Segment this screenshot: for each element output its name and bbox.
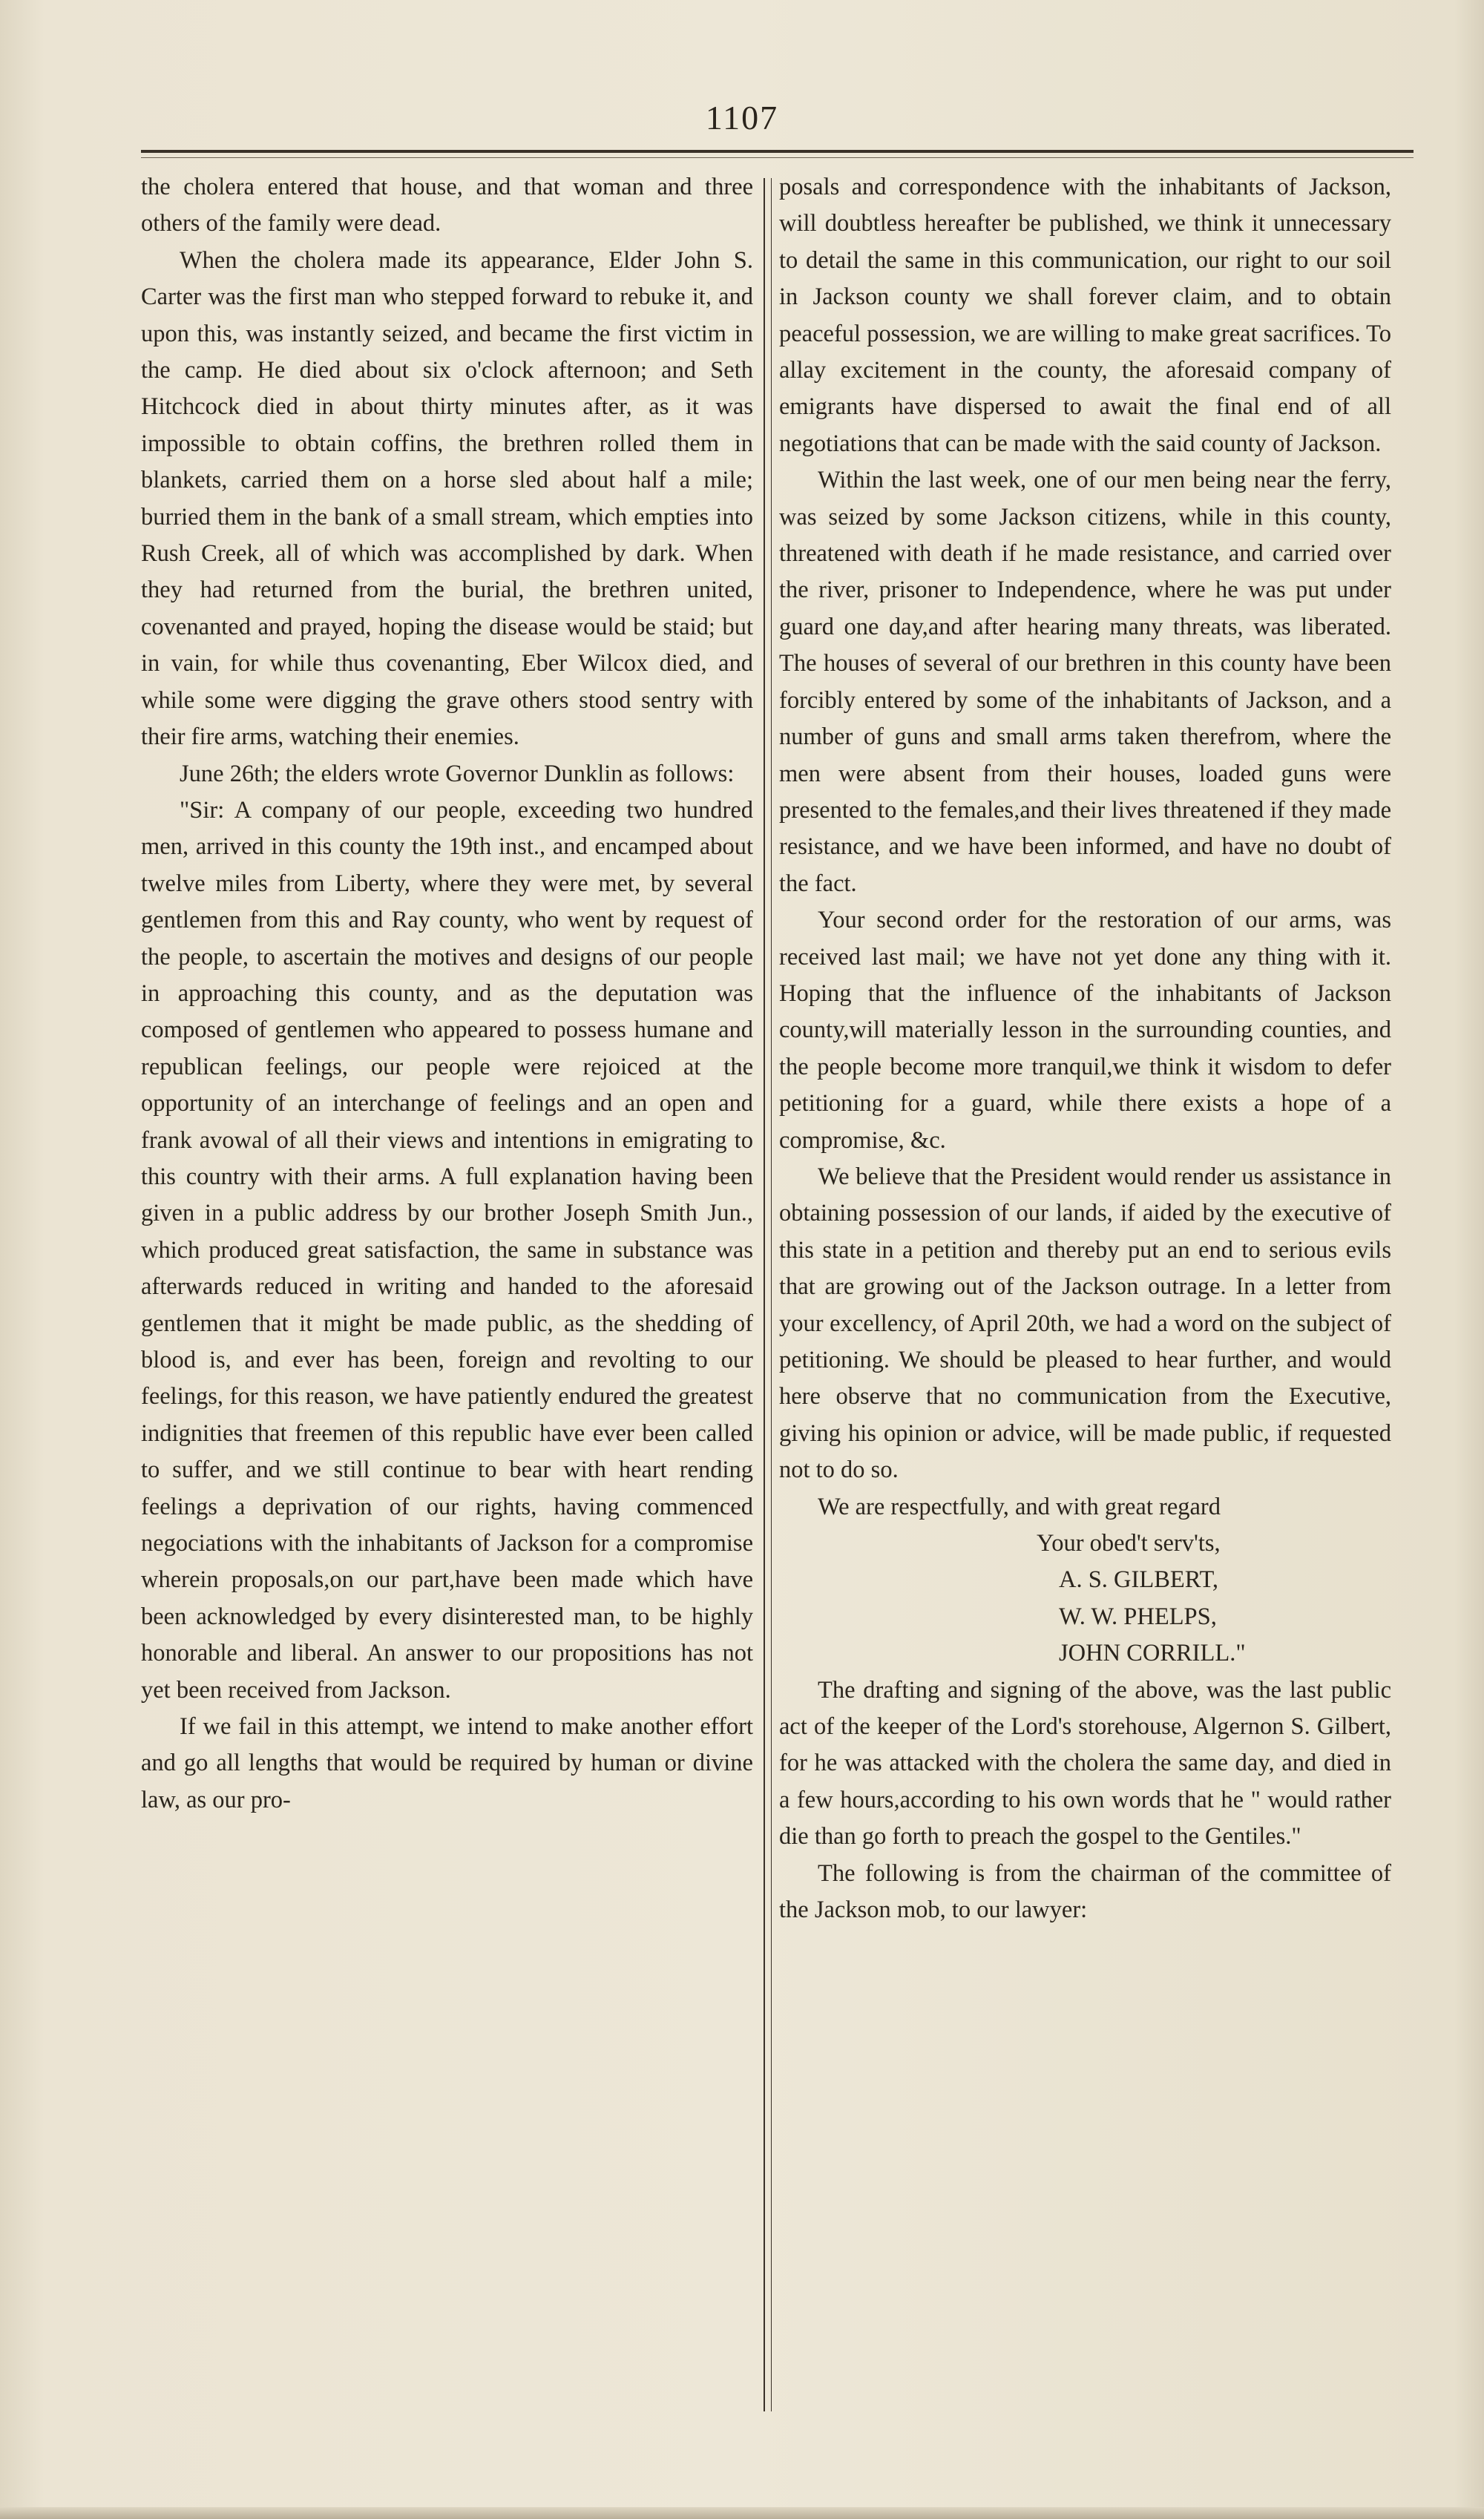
paragraph: Within the last week, one of our men being near the ferry, was seized by some Jackson citizens, while in this county, threatened with death if he made resistance, and carried over the river, prisoner to Independence, where he was put under guard one day,and after hearing many threats, was liberated. The houses of several of our brethren in this county have been forcibly entered by some of the inhabitants of Jackson, and a number of guns and small arms taken therefrom, where the men were absent from their houses, loaded guns were presented to the females,and their lives threatened if they made resistance, and we have been informed, and have no doubt of the fact.: [779, 467, 1391, 897]
signature-name: W. W. PHELPS,: [1059, 1603, 1217, 1630]
paragraph: When the cholera made its appearance, Elder John S. Carter was the first man who stepped forward to rebuke it, and upon this, was instantly seized, and became the first victim in the camp. He died about six o'clock afternoon; and Seth Hitchcock died in about thirty minutes after, as it was impossible to obtain coffins, the brethren rolled them in blankets, carried them on a horse sled about half a mile; burried them in the bank of a small stream, which empties into Rush Creek, all of which was accomplished by dark. When they had returned from the burial, the brethren united, covenanted and prayed, hoping the disease would be staid; but in vain, for while thus covenanting, Eber Wilcox died, and while some were digging the grave others stood sentry with their fire arms, watching their enemies.: [141, 246, 753, 751]
page-edge: [0, 2507, 1484, 2519]
right-column: [779, 169, 1391, 1929]
page-number: 1107: [705, 99, 779, 137]
paragraph: posals and correspondence with the inhabitants of Jackson, will doubtless hereafter be published, we think it unnecessary to detail the same in this communication, our right to our soil in Jackson county we shall forever claim, and to obtain peaceful possession, we are willing to make great sacrifices. To allay excitement in the county, the aforesaid company of emigrants have dispersed to await the final end of all negotiations that can be made with the said county of Jackson.: [779, 174, 1391, 457]
header-rule-thin: [141, 157, 1414, 158]
paragraph: Your second order for the restoration of our arms, was received last mail; we have not yet done any thing with it. Hoping that the influence of the inhabitants of Jackson county,will materially lesson in the surrounding counties, and the people become more tranquil,we think it wisdom to defer petitioning for a guard, while there exists a hope of a compromise, &c.: [779, 907, 1391, 1154]
paragraph: "Sir: A company of our people, exceeding two hundred men, arrived in this county the 19th inst., and encamped about twelve miles from Liberty, where they were met, by several gentlemen from this and Ray county, who went by request of the people, to ascertain the motives and designs of our people in approaching this county, and as the deputation was composed of gentlemen who appeared to possess humane and republican feelings, our people were rejoiced at the opportunity of an interchange of feelings and an open and frank avowal of all their views and intentions in emigrating to this country with their arms. A full explanation having been given in a public address by our brother Joseph Smith Jun., which produced great satisfaction, the same in substance was afterwards reduced in writing and handed to the aforesaid gentlemen that it might be made public, as the shedding of blood is, and ever has been, foreign and revolting to our feelings, for this reason, we have patiently endured the greatest indignities that freemen of this republic have ever been called to suffer, and we still continue to bear with heart rending feelings a deprivation of our rights, having commenced negociations with the inhabitants of Jackson for a compromise wherein proposals,on our part,have been made which have been acknowledged by every disinterested man, to be highly honorable and liberal. An answer to our propositions has not yet been received from Jackson.: [141, 796, 753, 1704]
paragraph: the cholera entered that house, and that woman and three others of the family were dead.: [141, 174, 753, 237]
paragraph: If we fail in this attempt, we intend to make another effort and go all lengths that would be required by human or divine law, as our pro-: [141, 1713, 753, 1813]
paragraph: The following is from the chairman of the committee of the Jackson mob, to our lawyer:: [779, 1859, 1391, 1924]
header-rule: [141, 150, 1414, 153]
left-column: [141, 169, 753, 1819]
paragraph: June 26th; the elders wrote Governor Dunklin as follows:: [180, 760, 735, 787]
paragraph: We believe that the President would render us assistance in obtaining possession of our lands, if aided by the executive of this state in a petition and thereby put an end to serious evils that are growing out of the Jackson outrage. In a letter from your excellency, of April 20th, we had a word on the subject of petitioning. We should be pleased to hear further, and would here observe that no communication from the Executive, giving his opinion or advice, will be made public, if requested not to do so.: [779, 1163, 1391, 1484]
signature-name: A. S. GILBERT,: [1059, 1566, 1219, 1594]
paragraph: We are respectfully, and with great regard: [818, 1493, 1221, 1520]
signature-name: JOHN CORRILL.": [1059, 1640, 1246, 1667]
column-divider: [764, 178, 772, 2411]
paragraph: The drafting and signing of the above, was the last public act of the keeper of the Lord's storehouse, Algernon S. Gilbert, for he was attacked with the cholera the same day, and died in a few hours,according to his own words that he " would rather die than go forth to preach the gospel to the Gentiles.": [779, 1676, 1391, 1850]
signature-closing: Your obed't serv'ts,: [1037, 1530, 1221, 1557]
